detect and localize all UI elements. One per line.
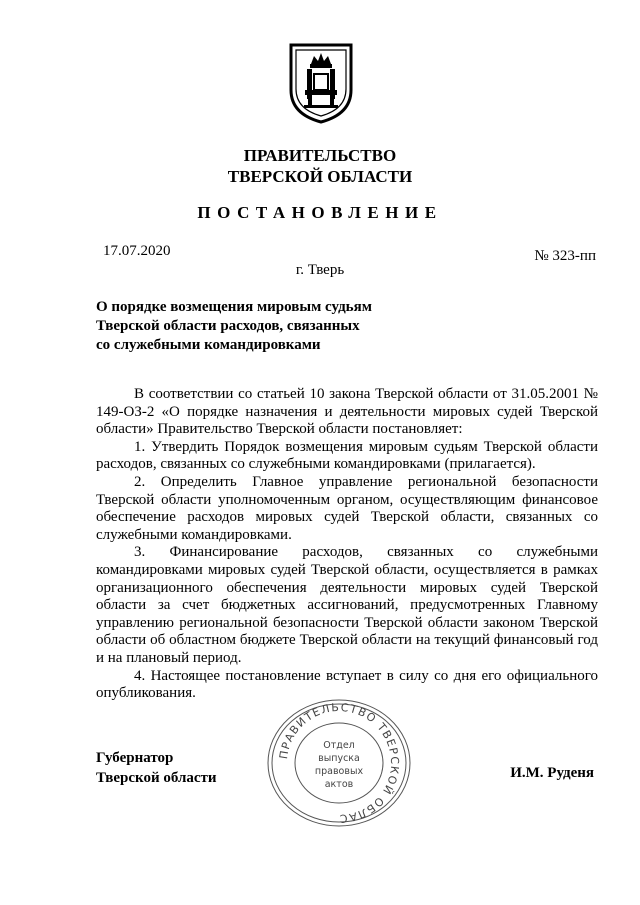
body-paragraph-4: 4. Настоящее постановление вступает в силу со дня его официального опубликования. <box>96 667 598 702</box>
signatory-title <box>96 748 217 788</box>
subject-line-1: О порядке возмещения мировым судьям <box>96 299 372 315</box>
stamp-inner-line-2: выпуска <box>318 753 360 764</box>
subject-line-3: со служебными командировками <box>96 337 321 353</box>
signatory-title-line-1: Губернатор <box>96 750 174 766</box>
document-city: г. Тверь <box>295 262 345 278</box>
official-stamp <box>264 698 414 832</box>
body-paragraph-2: 2. Определить Главное управление региональной безопасности Тверской области уполномоченным органом, осуществляющим финансовое обеспечение расходов мировых судей Тверской области, связанных со служебными командировками. <box>96 473 598 543</box>
coat-of-arms-icon <box>288 42 354 124</box>
stamp-inner-line-4: актов <box>324 779 354 790</box>
document-type: ПОСТАНОВЛЕНИЕ <box>197 203 443 222</box>
document-body <box>96 386 598 703</box>
stamp-outer-text: ПРАВИТЕЛЬСТВО ТВЕРСКОЙ ОБЛАС <box>277 700 402 826</box>
document-number: № 323-пп <box>534 248 596 264</box>
subject-line-2: Тверской области расходов, связанных <box>96 318 360 334</box>
signatory-name: И.М. Руденя <box>510 765 594 781</box>
body-paragraph-3: 3. Финансирование расходов, связанных со служебными командировками мировых судей Тверской области, осуществляется в рамках организационного обеспечения деятельности мировых судей Тверской области за счет бюджетных ассигнований, предусмотренных Главному управлению региональной безопасности Тверской области законом Тверской области об областном бюджете Тверской области на текущий финансовый год и на плановый период. <box>96 544 598 666</box>
org-name-line-1: ПРАВИТЕЛЬСТВО <box>243 146 397 165</box>
document-subject <box>96 298 416 355</box>
body-paragraph-preamble: В соответствии со статьей 10 закона Тверской области от 31.05.2001 № 149-ОЗ-2 «О порядке назначения и деятельности мировых судей Тверской области» Правительство Тверской области постановляет: <box>96 386 598 438</box>
body-paragraph-1: 1. Утвердить Порядок возмещения мировым судьям Тверской области расходов, связанных со служебными командировками (прилагается). <box>96 438 598 473</box>
signatory-title-line-2: Тверской области <box>96 770 217 786</box>
stamp-inner-line-3: правовых <box>314 766 364 777</box>
org-name-line-2: ТВЕРСКОЙ ОБЛАСТИ <box>227 167 413 186</box>
stamp-inner-line-1: Отдел <box>323 740 355 751</box>
document-date: 17.07.2020 <box>103 243 171 259</box>
